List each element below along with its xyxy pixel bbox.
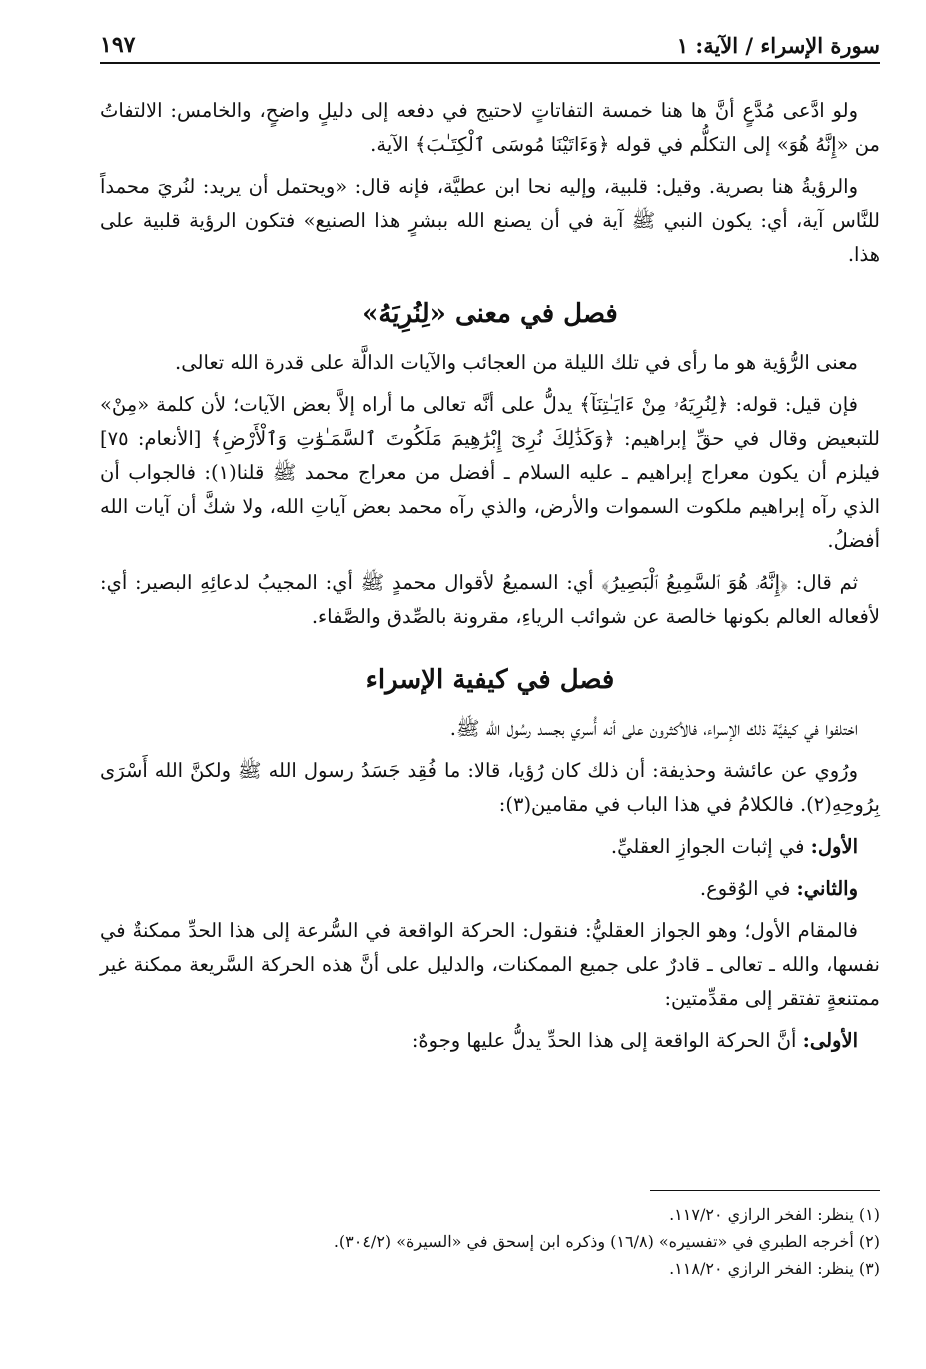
point-text: في إثبات الجوازِ العقليِّ. — [610, 835, 811, 858]
section-heading: فصل في معنى «لِنُرِيَهُ» — [362, 299, 618, 329]
footnote-divider — [650, 1190, 880, 1191]
paragraph: معنى الرُّؤية هو ما رأى في تلك الليلة من العجائب والآيات الدالَّة على قدرة الله تعالى. — [175, 351, 858, 374]
section-heading: فصل في كيفية الإسراء — [365, 665, 615, 695]
footnotes — [100, 1190, 880, 1282]
paragraph: والرؤيةُ هنا بصرية. وقيل: قلبية، وإليه نحا ابن عطيَّة، فإنه قال: «ويحتمل أن يريد: لنُريَ محمداً للنَّاس آية، أي: يكون النبي ﷺ آية في أن يصنع الله ببشرٍ هذا الصنيع» فتكون الرؤية قلبية على هذا. — [100, 175, 880, 266]
page — [100, 22, 880, 1066]
point-text: في الوُقوع. — [699, 877, 797, 900]
paragraph — [100, 872, 880, 906]
footnote: (٢) أخرجه الطبري في «تفسيره» (١٦/٨) وذكره ابن إسحق في «السيرة» (٣٠٤/٢). — [333, 1232, 880, 1251]
point-text: أنَّ الحركة الواقعة إلى هذا الحدِّ يدلُّ عليها وجوهٌ: — [411, 1029, 803, 1052]
paragraph: فالمقام الأول؛ وهو الجواز العقليُّ: فنقول: الحركة الواقعة في السُّرعة إلى هذا الحدِّ ممكنةٌ في نفسها، والله ـ تعالى ـ قادرٌ على جميع الممكنات، والدليل على أنَّ هذه الحركة السَّريعة ممكنة غير ممتنعةٍ تفتقر إلى مقدِّمتين: — [100, 919, 880, 1010]
paragraph: اختلفوا في كيفيَّة ذلك الإسراء، فالأكثرون على أنه أُسري بجسد رسُول الله ﷺ. — [449, 717, 858, 740]
page-body — [100, 94, 880, 1058]
point-label: الأولى: — [802, 1029, 858, 1052]
paragraph: ورُوي عن عائشة وحذيفة: أن ذلك كان رُؤيا، قالا: ما فُقِد جَسَدُ رسول الله ﷺ ولكنَّ الله أَسْرَى بِرُوحِهِ(٢). فالكلامُ في هذا الباب في مقامين(٣): — [100, 759, 880, 816]
surah-reference: سورة الإسراء / الآية: ١ — [676, 33, 880, 58]
footnote: (١) ينظر: الفخر الرازي ١١٧/٢٠. — [669, 1205, 880, 1224]
paragraph — [100, 1024, 880, 1058]
point-label: والثاني: — [796, 877, 858, 900]
paragraph: فإن قيل: قوله: ﴿لِنُرِيَهُۥ مِنْ ءَايَـٰتِنَآ﴾ يدلُّ على أنَّه تعالى ما أراه إلاَّ بعض الآيات؛ لأن كلمة «مِنْ» للتبعيض وقال في حقِّ إبراهيم: ﴿وَكَذَٰلِكَ نُرِىٓ إِبْرَٰهِيمَ مَلَكُوتَ ٱلسَّمَـٰوَٰتِ وَٱلْأَرْضِ﴾ [الأنعام: ٧٥] فيلزم أن يكون معراج إبراهيم ـ عليه السلام ـ أفضل من معراج محمد ﷺ قلنا(١): فالجواب أن الذي رآه إبراهيم ملكوت السموات والأرض، والذي رآه محمد بعض آياتِ الله، ولا شكَّ أن آيات الله أفضلُ. — [100, 393, 880, 552]
paragraph: ولو ادَّعى مُدَّعٍ أنَّ ها هنا خمسة التفاتاتٍ لاحتيج في دفعه إلى دليلٍ واضحٍ، والخامس: الالتفاتُ من «إِنَّهُ هُوَ» إلى التكلُّم في قوله ﴿وَءَاتَيْنَا مُوسَى ٱلْكِتَـٰبَ﴾ الآية. — [100, 99, 880, 156]
paragraph: ثم قال: ﴿إِنَّهُۥ هُوَ ٱلسَّمِيعُ ٱلْبَصِيرُ﴾ أي: السميعُ لأقوال محمدٍ ﷺ أي: المجيبُ لدعائِهِ البصير: أي: لأفعاله العالم بكونها خالصة عن شوائب الرياءِ، مقرونة بالصِّدق والصَّفاء. — [100, 571, 880, 628]
running-header — [100, 22, 880, 64]
footnote: (٣) ينظر: الفخر الرازي ١١٨/٢٠. — [669, 1259, 880, 1278]
paragraph — [100, 830, 880, 864]
point-label: الأول: — [810, 835, 858, 858]
page-number: ١٩٧ — [100, 32, 136, 58]
